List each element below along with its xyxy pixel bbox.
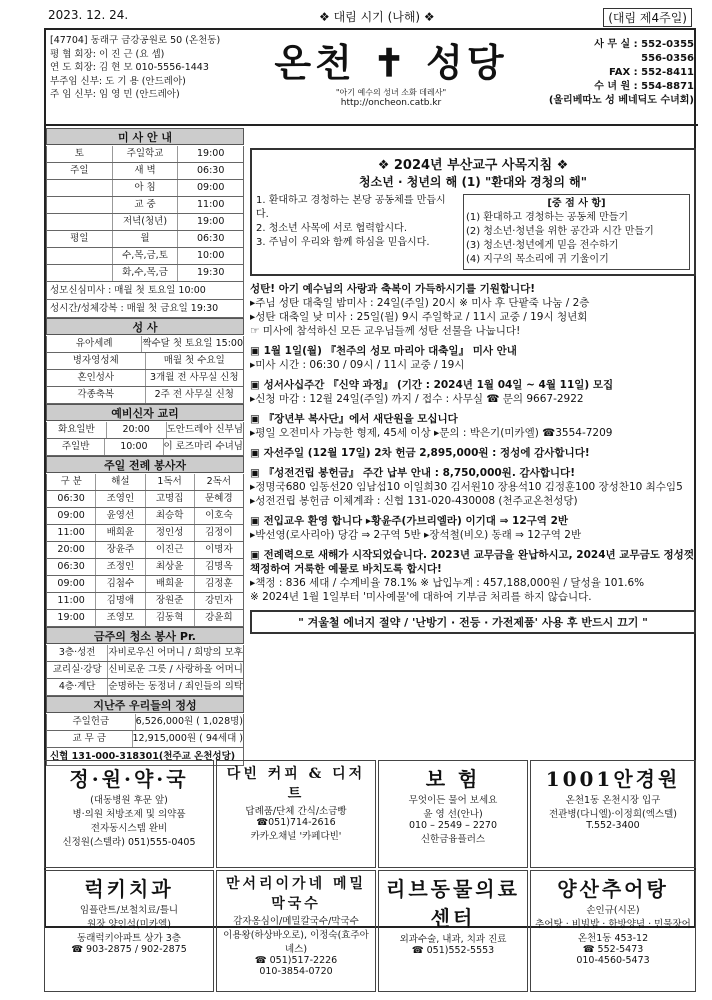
sacrament-row-cell: 2주 전 사무실 신청 <box>154 389 234 400</box>
ad-title: 1001안경원 <box>545 767 681 791</box>
ad-line: 카카오채널 '카페다빈' <box>250 831 342 842</box>
announcement-line: ▸평일 오전미사 가능한 형제, 45세 이상 ▸문의 : 박은기(미카엘) ☎3554-7209 <box>250 427 613 439</box>
ad-block <box>216 870 376 992</box>
servers-row <box>46 491 244 508</box>
ad-line: 윤 영 선(안나) <box>423 809 483 820</box>
announcement-item <box>250 378 696 406</box>
title-block <box>266 32 516 108</box>
servers-row-cell: 09:00 <box>47 508 96 524</box>
ad-line: 신정원(스텔라) 051)555-0405 <box>62 837 196 848</box>
servers-row-cell: 이명자 <box>205 544 233 555</box>
focus-item: (2) 청소년·청년을 위한 공간과 시간 만들기 <box>465 226 654 237</box>
catechism-row-cell: 주일반 <box>47 439 105 455</box>
focus-points <box>463 194 690 270</box>
mass-row-cell <box>47 180 113 196</box>
mass-schedule <box>46 146 244 282</box>
servers-row-cell: 강민자 <box>205 595 233 606</box>
mass-row-cell: 06:30 <box>196 165 225 176</box>
policy-item: 3. 주님이 우리와 함께 하심을 믿읍시다. <box>256 237 430 248</box>
ad-line: 온천1동 온천시장 입구 <box>565 795 661 806</box>
ad-title: 양산추어탕 <box>557 877 669 901</box>
offering-row-cell: 12,915,000원 ( 94세대 ) <box>132 733 243 744</box>
mass-row-cell: 수,목,금,토 <box>113 248 179 264</box>
offering-row-cell: 6,526,000원 ( 1,028명) <box>135 716 243 727</box>
servers-row-cell: 정인성 <box>146 525 195 541</box>
mass-row-cell: 19:00 <box>196 216 225 227</box>
servers-row-cell: 김정훈 <box>205 578 233 589</box>
announcement-line: ▸성전건립 봉헌금 이체계좌 : 신협 131-020-430008 (천주교온천성당) <box>250 495 578 507</box>
patron-slogan: "아기 예수의 성녀 소화 데레사" <box>335 88 447 97</box>
servers-row-cell: 06:30 <box>47 559 96 575</box>
ad-block <box>378 760 528 868</box>
ad-line: 무엇이든 물어 보세요 <box>408 795 498 806</box>
catechism-row-cell: 화요일반 <box>47 422 107 438</box>
servers-row-cell: 윤영선 <box>96 508 145 524</box>
focus-item: (3) 청소년·청년에게 믿음 전수하기 <box>465 240 619 251</box>
cleaning-table <box>46 645 244 696</box>
sacraments <box>46 336 244 404</box>
catechism-row <box>46 439 244 456</box>
ad-line: 온천1동 453-12 <box>577 933 649 944</box>
servers-row-cell: 20:00 <box>47 542 96 558</box>
ad-title: 정·원·약·국 <box>69 767 189 791</box>
contact-info <box>549 38 694 108</box>
cleaning-row-cell: 교리실·강당 <box>47 662 108 678</box>
announcement-heading: ▣ 1월 1일(월) 『천주의 성모 마리아 대축일』 미사 안내 <box>250 345 517 357</box>
policy-item: 2. 청소년 사목에 서로 협력합시다. <box>256 223 408 234</box>
announcement-item <box>250 344 696 372</box>
mass-row <box>46 146 244 163</box>
announcement-line: ※ 2024년 1월 1일부터 '미사예물'에 대하여 기부금 처리를 하지 않습니다. <box>250 591 592 603</box>
mass-row-cell <box>47 248 113 264</box>
mass-row-cell: 교 중 <box>113 197 179 213</box>
servers-row-cell: 최승학 <box>146 508 195 524</box>
bank-account: 신협 131-000-318301(천주교 온천성당) <box>46 748 244 766</box>
policy-subtitle: 청소년 · 청년의 해 (1) "환대와 경청의 해" <box>359 175 587 189</box>
announcement-line: ▸책정 : 836 세대 / 수계비율 78.1% ※ 납입누계 : 457,188,000원 / 달성율 101.6% <box>250 577 645 589</box>
ad-line: 이용왕(하상바오로), 이정숙(효주아녜스) <box>223 930 369 955</box>
ad-line: 추어탕 · 비빔밥 · 한방양념 · 민물장어 <box>535 919 691 930</box>
announcement-line: ▸미사 시간 : 06:30 / 09시 / 11시 교중 / 19시 <box>250 359 465 371</box>
announcement-line: ▸신청 마감 : 12월 24일(주일) 까지 / 접수 : 사무실 ☎ 문의 9667-2922 <box>250 393 584 405</box>
ad-title: 다빈 커피 & 디저트 <box>226 766 366 802</box>
announcement-line: ▸박선영(로사리아) 당감 ⇒ 2구역 5반 ▸장석철(비오) 동래 ⇒ 12구역 2반 <box>250 529 582 541</box>
servers-header-cell: 1독서 <box>146 474 195 490</box>
announcement-heading: ▣ 자선주일 (12월 17일) 2차 헌금 2,895,000원 : 정성에 감사합니다! <box>250 447 590 459</box>
offering-row-cell: 교 무 금 <box>47 731 133 747</box>
announcement-line: ▸정명국680 임동선20 임남섭10 이일희30 김서원10 장용석10 김정훈100 장성찬10 최수임5 <box>250 481 683 493</box>
sacrament-row-cell: 유아세례 <box>47 336 142 352</box>
cleaning-row-cell: 자비로우신 어머니 / 희망의 모후 <box>108 647 243 658</box>
cleaning-row <box>46 645 244 662</box>
servers-row <box>46 542 244 559</box>
main-column <box>250 148 696 640</box>
announcement-item <box>250 466 696 508</box>
cleaning-row-cell: 순명하는 동정녀 / 죄인들의 의탁 <box>108 681 243 692</box>
announcement-item <box>250 446 696 460</box>
sacraments-title: 성 사 <box>46 318 244 335</box>
servers-row-cell: 배희윤 <box>146 576 195 592</box>
ad-title: 만서리이가네 메밀막국수 <box>225 876 367 912</box>
address: [47704] 동래구 금강공원로 50 (온천동) <box>50 35 221 46</box>
cleaning-row-cell: 신비로운 그릇 / 사랑하올 어머니 <box>108 664 243 675</box>
mass-row-cell: 아 침 <box>113 180 179 196</box>
sacrament-row <box>46 370 244 387</box>
ad-title: 보 험 <box>425 767 481 791</box>
servers-title: 주일 전례 봉사자 <box>46 456 244 473</box>
mass-row <box>46 197 244 214</box>
ad-line: ☎ 903-2875 / 902-2875 <box>71 944 187 955</box>
ad-line: 손인규(시몬) <box>586 905 640 916</box>
mass-row-cell: 저녁(청년) <box>113 214 179 230</box>
header <box>46 30 698 126</box>
ad-line: 010 – 2549 – 2270 <box>408 820 498 831</box>
ad-line: 010-3854-0720 <box>259 966 333 977</box>
mass-row <box>46 265 244 282</box>
office-phone-2: 556-0356 <box>641 53 694 64</box>
ad-title: 럭키치과 <box>84 877 174 901</box>
servers-row-cell: 장원준 <box>146 593 195 609</box>
office-phone: 사 무 실 : 552-0355 <box>594 39 694 50</box>
energy-notice: " 겨울철 에너지 절약 / '난방기 · 전등 · 가전제품' 사용 후 반드시 끄기 " <box>250 610 696 634</box>
announcements <box>250 282 696 604</box>
servers-row-cell: 김명애 <box>96 593 145 609</box>
catechism-title: 예비신자 교리 <box>46 404 244 421</box>
liturgical-season: ❖ 대림 시기 (나해) ❖ <box>319 10 435 24</box>
servers-row <box>46 559 244 576</box>
ad-block <box>44 870 214 992</box>
servers-row-cell: 김명옥 <box>205 561 233 572</box>
announcement-heading: 성탄! 아기 예수님의 사랑과 축복이 가득하시기를 기원합니다! <box>250 283 536 295</box>
ad-line: 010-4560-5473 <box>576 955 650 966</box>
servers-row-cell: 장윤주 <box>96 542 145 558</box>
mass-row-cell: 주일 <box>47 163 113 179</box>
offering-title: 지난주 우리들의 정성 <box>46 696 244 713</box>
mass-row-cell: 06:30 <box>196 233 225 244</box>
sacrament-row-cell: 병자영성체 <box>47 353 146 369</box>
ad-line: 답례품/단체 간식/소금빵 <box>245 806 347 817</box>
sacrament-row <box>46 353 244 370</box>
servers-row-cell: 이호숙 <box>205 510 233 521</box>
cleaning-row-cell: 3층·성전 <box>47 645 108 661</box>
servers-header-cell: 구 분 <box>47 474 96 490</box>
servers-row-cell: 이진근 <box>146 542 195 558</box>
mass-row-cell: 19:30 <box>196 267 225 278</box>
ad-line: 원장 양인석(미카엘) <box>87 919 171 930</box>
sacrament-row-cell: 혼인성사 <box>47 370 146 386</box>
mass-row-cell: 월 <box>113 231 179 247</box>
ad-block <box>216 760 376 868</box>
mass-row-cell: 화,수,목,금 <box>113 265 179 281</box>
left-column <box>46 128 244 766</box>
ad-line: 외과수술, 내과, 치과 진료 <box>399 934 507 945</box>
ad-line: 전관병(다니엘)·이정희(엑스텔) <box>549 809 677 820</box>
fax: FAX : 552-8411 <box>609 67 694 78</box>
ad-line: 임플란트/보철치료/틀니 <box>79 905 179 916</box>
catechism-row-cell: 이 로즈마리 수녀님 <box>163 441 243 452</box>
mass-row-cell <box>47 214 113 230</box>
offering-row <box>46 714 244 731</box>
cleaning-row <box>46 679 244 696</box>
week-label: (대림 제4주일) <box>603 8 692 27</box>
mass-row-cell: 09:00 <box>196 182 225 193</box>
mass-row-cell <box>47 265 113 281</box>
parish-title: 온천 ✝ 성당 <box>274 40 508 85</box>
announcement-item <box>250 548 696 604</box>
servers-row-cell: 19:00 <box>47 610 96 626</box>
announcement-line: ▸주님 성탄 대축일 밤미사 : 24일(주일) 20시 ※ 미사 후 단팥죽 나눔 / 2층 <box>250 297 590 309</box>
marian-mass: 성모신심미사 : 매월 첫 토요일 10:00 <box>46 282 244 300</box>
policy-title: ❖ 2024년 부산교구 사목지침 ❖ <box>377 158 569 173</box>
sacrament-row <box>46 336 244 353</box>
servers-header-cell: 해설 <box>96 474 145 490</box>
ad-line: ☎ 051)552-5553 <box>411 945 495 956</box>
ad-line: 감자옹심이/메밀칼국수/막국수 <box>233 916 359 927</box>
catechism-row-cell: 도안드레아 신부님 <box>166 424 243 435</box>
servers-row-cell: 11:00 <box>47 593 96 609</box>
mass-row <box>46 180 244 197</box>
servers-row <box>46 576 244 593</box>
convent-name: (울리베따노 성 베네딕도 수녀회) <box>548 95 694 106</box>
ad-title: 리브동물의료센터 <box>386 877 520 930</box>
servers-table <box>46 474 244 627</box>
servers-row <box>46 593 244 610</box>
ad-block <box>530 760 696 868</box>
mass-row-cell <box>47 197 113 213</box>
offering-row-cell: 주일헌금 <box>47 714 136 730</box>
focus-item: (1) 환대하고 경청하는 공동체 만들기 <box>465 212 629 223</box>
servers-row-cell: 11:00 <box>47 525 96 541</box>
ad-line: T.552-3400 <box>586 820 640 831</box>
servers-row-cell: 강윤희 <box>205 612 233 623</box>
policy-list <box>256 194 457 270</box>
mass-row-cell: 평일 <box>47 231 113 247</box>
policy-box <box>250 148 696 276</box>
association-president: 연 도 회장: 김 현 모 010-5556-1443 <box>50 62 209 73</box>
focus-title: [중 점 사 항] <box>547 198 606 209</box>
catechism-row-cell: 10:00 <box>105 439 163 455</box>
announcement-line: ▸성탄 대축일 낮 미사 : 25일(월) 9시 주일학교 / 11시 교중 / 19시 청년회 <box>250 311 588 323</box>
cleaning-row <box>46 662 244 679</box>
servers-row-cell: 김동혁 <box>146 610 195 626</box>
ad-line: 동래럭키아파트 상가 3층 <box>77 933 181 944</box>
servers-row <box>46 508 244 525</box>
mass-row-cell: 11:00 <box>196 199 225 210</box>
announcement-item <box>250 514 696 542</box>
sacrament-row-cell: 매월 첫 수요일 <box>163 355 225 366</box>
ad-line: ☎ 051)517-2226 <box>254 955 338 966</box>
ad-line: 병·의원 처방조제 및 의약품 <box>72 809 186 820</box>
parish-url[interactable]: http://oncheon.catb.kr <box>340 98 442 108</box>
ad-block <box>530 870 696 992</box>
ad-line: 전자동시스템 완비 <box>90 823 168 834</box>
top-bar <box>44 8 696 26</box>
cleaning-title: 금주의 청소 봉사 Pr. <box>46 627 244 644</box>
servers-header-cell: 2독서 <box>206 476 232 487</box>
servers-row-cell: 고명집 <box>146 491 195 507</box>
ad-line: (대동병원 후문 앞) <box>90 795 168 806</box>
assistant-priest: 부주임 신부: 도 기 용 (안드레아) <box>50 75 186 87</box>
announcement-item <box>250 282 696 338</box>
mass-row-cell: 주일학교 <box>113 146 179 162</box>
servers-row-cell: 배희윤 <box>96 525 145 541</box>
council-president: 평 협 회장: 이 진 근 (요 셉) <box>50 48 165 60</box>
sacrament-row-cell: 3개월 전 사무실 신청 <box>149 372 239 383</box>
mass-row <box>46 163 244 180</box>
servers-row-cell: 최상윤 <box>146 559 195 575</box>
servers-row <box>46 525 244 542</box>
announcement-heading: ▣ 『성전건립 봉헌금』 주간 납부 안내 : 8,750,000원. 감사합니다! <box>250 467 575 479</box>
servers-row-cell: 문혜경 <box>205 493 233 504</box>
mass-row-cell: 새 벽 <box>113 163 179 179</box>
catechism <box>46 422 244 456</box>
servers-row <box>46 610 244 627</box>
sacrament-row-cell: 각종축복 <box>47 387 146 403</box>
ad-line: ☎ 552-5473 <box>582 944 644 955</box>
cleaning-row-cell: 4층·계단 <box>47 679 108 695</box>
catechism-row-cell: 20:00 <box>107 422 167 438</box>
mass-row <box>46 231 244 248</box>
announcement-heading: ▣ 성서사십주간 『신약 과정』 (기간 : 2024년 1월 04일 ~ 4월 11일) 모집 <box>250 379 614 391</box>
servers-row-cell: 06:30 <box>47 491 96 507</box>
servers-row-cell: 김정이 <box>205 527 233 538</box>
parish-info <box>50 34 220 102</box>
sacrament-row-cell: 짝수달 첫 토요일 15:00 <box>142 338 243 349</box>
ad-line: 신한금융플러스 <box>420 834 486 845</box>
announcement-heading: ▣ 전입교우 환영 합니다 ▸황윤주(가브리엘라) 이기대 ⇒ 12구역 2반 <box>250 515 569 527</box>
servers-row-cell: 09:00 <box>47 576 96 592</box>
mass-row <box>46 214 244 231</box>
ad-block <box>44 760 214 868</box>
holy-hour: 성시간/성체강복 : 매월 첫 금요일 19:30 <box>46 300 244 318</box>
focus-item: (4) 지구의 목소리에 귀 기울이기 <box>465 254 609 265</box>
offering-row <box>46 731 244 748</box>
offering-table <box>46 714 244 748</box>
announcement-heading: ▣ 『장년부 복사단』에서 새단원을 모십니다 <box>250 413 458 425</box>
convent-phone: 수 녀 원 : 554-8871 <box>594 81 694 92</box>
servers-header <box>46 474 244 491</box>
ad-line: ☎051)714-2616 <box>256 817 336 828</box>
announcement-heading: ▣ 전례력으로 새해가 시작되었습니다. 2023년 교무금을 완납하시고, 2024년 교무금도 정성껏 책정하여 거룩한 예물로 바치도록 합시다! <box>250 549 694 575</box>
servers-row-cell: 김첨수 <box>96 576 145 592</box>
sacrament-row <box>46 387 244 404</box>
servers-row-cell: 조영모 <box>96 610 145 626</box>
servers-row-cell: 조정인 <box>96 559 145 575</box>
announcement-line: ☞ 미사에 참석하신 모든 교우님들께 성탄 선물을 나눕니다! <box>250 325 521 337</box>
mass-row-cell: 10:00 <box>196 250 225 261</box>
catechism-row <box>46 422 244 439</box>
servers-row-cell: 조영인 <box>96 491 145 507</box>
ad-block <box>378 870 528 992</box>
pastor: 주 임 신부: 임 영 민 (안드레아) <box>50 89 180 100</box>
mass-row-cell: 19:00 <box>196 148 225 159</box>
mass-schedule-title: 미 사 안 내 <box>46 128 244 145</box>
mass-row <box>46 248 244 265</box>
mass-row-cell: 토 <box>47 146 113 162</box>
policy-item: 1. 환대하고 경청하는 본당 공동체를 만듭시다. <box>256 195 446 220</box>
announcement-item <box>250 412 696 440</box>
bulletin-date: 2023. 12. 24. <box>48 8 129 22</box>
